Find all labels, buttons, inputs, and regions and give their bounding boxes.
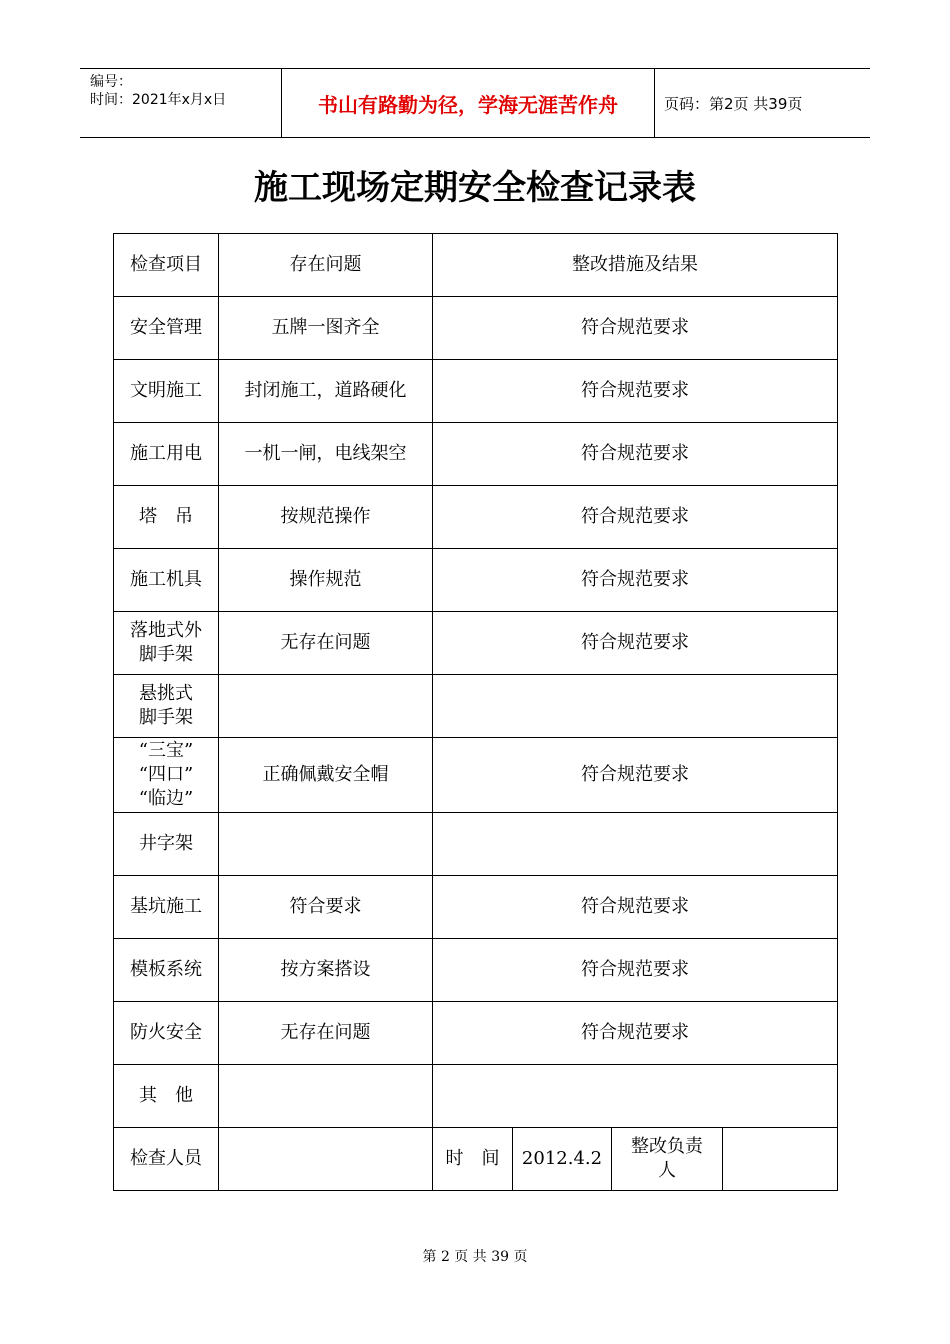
table-row bbox=[114, 549, 838, 612]
header-meta bbox=[90, 73, 226, 109]
header-result: 整改措施及结果 bbox=[433, 234, 838, 297]
row-result-cell: 符合规范要求 bbox=[433, 1002, 838, 1065]
row-item-cell: 悬挑式 脚手架 bbox=[114, 675, 219, 738]
table-row bbox=[114, 1002, 838, 1065]
table-row bbox=[114, 486, 838, 549]
table-row bbox=[114, 423, 838, 486]
row-issue-cell: 正确佩戴安全帽 bbox=[219, 738, 433, 813]
row-item-cell: 安全管理 bbox=[114, 297, 219, 360]
row-item-cell: 模板系统 bbox=[114, 939, 219, 1002]
row-result-cell: 符合规范要求 bbox=[433, 738, 838, 813]
row-issue-cell bbox=[219, 675, 433, 738]
row-item-cell: 井字架 bbox=[114, 813, 219, 876]
document-title: 施工现场定期安全检查记录表 bbox=[254, 168, 696, 208]
row-item-cell: 落地式外 脚手架 bbox=[114, 612, 219, 675]
row-result-cell: 符合规范要求 bbox=[433, 486, 838, 549]
row-issue-cell: 符合要求 bbox=[219, 876, 433, 939]
row-issue-cell: 一机一闸，电线架空 bbox=[219, 423, 433, 486]
signature-row bbox=[114, 1128, 838, 1191]
row-issue-cell: 五牌一图齐全 bbox=[219, 297, 433, 360]
table-row bbox=[114, 1065, 838, 1128]
header-page-info: 页码：第2页 共39页 bbox=[664, 94, 803, 113]
row-result-cell: 符合规范要求 bbox=[433, 939, 838, 1002]
responsible-value bbox=[723, 1128, 838, 1191]
table-row bbox=[114, 939, 838, 1002]
row-item-cell: 施工机具 bbox=[114, 549, 219, 612]
row-item-cell: “三宝” “四口” “临边” bbox=[114, 738, 219, 813]
row-item-cell: 防火安全 bbox=[114, 1002, 219, 1065]
row-issue-cell: 按规范操作 bbox=[219, 486, 433, 549]
table-row bbox=[114, 612, 838, 675]
row-result-cell: 符合规范要求 bbox=[433, 423, 838, 486]
table-row bbox=[114, 876, 838, 939]
row-result-cell: 符合规范要求 bbox=[433, 360, 838, 423]
row-issue-cell: 无存在问题 bbox=[219, 1002, 433, 1065]
responsible-label: 整改负责 人 bbox=[612, 1128, 723, 1191]
header-motto: 书山有路勤为径，学海无涯苦作舟 bbox=[318, 92, 618, 117]
row-issue-cell: 操作规范 bbox=[219, 549, 433, 612]
table-row bbox=[114, 813, 838, 876]
inspector-value bbox=[219, 1128, 433, 1191]
row-result-cell: 符合规范要求 bbox=[433, 612, 838, 675]
row-result-cell bbox=[433, 1065, 838, 1128]
row-item-cell: 塔 吊 bbox=[114, 486, 219, 549]
row-issue-cell bbox=[219, 813, 433, 876]
table-row bbox=[114, 675, 838, 738]
header-item: 检查项目 bbox=[114, 234, 219, 297]
header-issue: 存在问题 bbox=[219, 234, 433, 297]
table-row bbox=[114, 360, 838, 423]
row-result-cell bbox=[433, 675, 838, 738]
row-result-cell bbox=[433, 813, 838, 876]
inspector-label: 检查人员 bbox=[114, 1128, 219, 1191]
row-issue-cell: 封闭施工，道路硬化 bbox=[219, 360, 433, 423]
row-item-cell: 施工用电 bbox=[114, 423, 219, 486]
table-row bbox=[114, 738, 838, 813]
page-footer: 第 2 页 共 39 页 bbox=[422, 1249, 528, 1265]
row-result-cell: 符合规范要求 bbox=[433, 549, 838, 612]
time-label-cell: 时 间 bbox=[433, 1128, 513, 1191]
row-issue-cell: 无存在问题 bbox=[219, 612, 433, 675]
row-item-cell: 其 他 bbox=[114, 1065, 219, 1128]
table-header-row bbox=[114, 234, 838, 297]
inspection-table bbox=[113, 233, 838, 1191]
time-value-cell: 2012.4.2 bbox=[513, 1128, 612, 1191]
row-result-cell: 符合规范要求 bbox=[433, 876, 838, 939]
row-result-cell: 符合规范要求 bbox=[433, 297, 838, 360]
time-label: 时间：2021年x月x日 bbox=[90, 92, 227, 108]
table-row bbox=[114, 297, 838, 360]
page-header bbox=[80, 68, 870, 138]
row-item-cell: 文明施工 bbox=[114, 360, 219, 423]
row-item-cell: 基坑施工 bbox=[114, 876, 219, 939]
number-label: 编号： bbox=[90, 74, 132, 90]
row-issue-cell bbox=[219, 1065, 433, 1128]
row-issue-cell: 按方案搭设 bbox=[219, 939, 433, 1002]
